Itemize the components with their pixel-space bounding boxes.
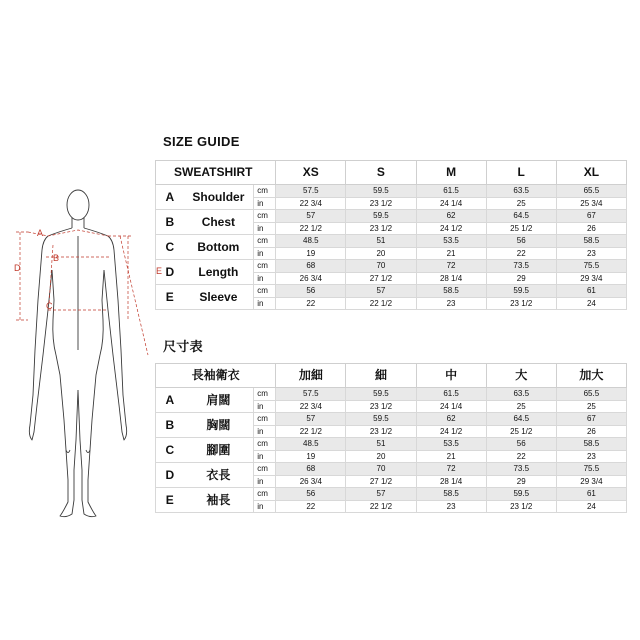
size-value: 68 (276, 260, 346, 273)
measure-letter: E (156, 285, 184, 310)
size-value: 25 1/2 (486, 222, 556, 235)
measure-letter: D (156, 260, 184, 285)
unit-label: in (254, 425, 276, 438)
size-value: 56 (486, 438, 556, 451)
table-row (156, 388, 627, 401)
table-row (156, 438, 627, 451)
size-header-m: 中 (416, 364, 486, 388)
size-value: 25 (556, 400, 626, 413)
size-value: 25 (486, 400, 556, 413)
size-value: 23 1/2 (346, 222, 416, 235)
size-value: 68 (276, 463, 346, 476)
size-value: 22 1/2 (276, 425, 346, 438)
measure-letter: D (156, 463, 184, 488)
size-value: 57.5 (276, 388, 346, 401)
size-value: 57 (276, 210, 346, 223)
size-value: 23 (416, 297, 486, 310)
size-value: 19 (276, 450, 346, 463)
size-value: 29 (486, 272, 556, 285)
size-value: 19 (276, 247, 346, 260)
size-value: 24 1/2 (416, 222, 486, 235)
size-value: 70 (346, 260, 416, 273)
measure-letter: A (156, 388, 184, 413)
unit-label: cm (254, 438, 276, 451)
size-header-xl: 加大 (556, 364, 626, 388)
size-value: 22 1/2 (346, 297, 416, 310)
size-value: 65.5 (556, 185, 626, 198)
size-value: 23 1/2 (486, 297, 556, 310)
figure-label-e: E (156, 266, 163, 276)
size-value: 57 (346, 488, 416, 501)
size-value: 59.5 (346, 185, 416, 198)
unit-label: in (254, 272, 276, 285)
size-value: 57 (346, 285, 416, 298)
unit-label: cm (254, 210, 276, 223)
measure-label: 胸闊 (184, 413, 254, 438)
measure-label: 袖長 (184, 488, 254, 513)
size-value: 26 3/4 (276, 272, 346, 285)
size-value: 59.5 (486, 285, 556, 298)
measure-label: Sleeve (184, 285, 254, 310)
size-value: 59.5 (346, 388, 416, 401)
size-value: 62 (416, 210, 486, 223)
size-value: 28 1/4 (416, 272, 486, 285)
garment-name: 長袖衛衣 (156, 364, 276, 388)
table-header-row (156, 161, 627, 185)
size-value: 61 (556, 285, 626, 298)
unit-label: cm (254, 388, 276, 401)
size-value: 48.5 (276, 438, 346, 451)
size-value: 48.5 (276, 235, 346, 248)
size-value: 65.5 (556, 388, 626, 401)
size-value: 23 (416, 500, 486, 513)
size-value: 61.5 (416, 388, 486, 401)
size-value: 51 (346, 235, 416, 248)
table-row (156, 235, 627, 248)
figure-label-b: B (53, 253, 60, 263)
size-value: 64.5 (486, 413, 556, 426)
size-guide-title-zh: 尺寸表 (163, 339, 203, 354)
measure-letter: A (156, 185, 184, 210)
measure-label: 腳圍 (184, 438, 254, 463)
size-value: 21 (416, 247, 486, 260)
table-row (156, 285, 627, 298)
size-value: 22 (276, 297, 346, 310)
measure-label: 肩闊 (184, 388, 254, 413)
table-row (156, 260, 627, 273)
unit-label: cm (254, 488, 276, 501)
figure-label-c: C (46, 301, 53, 311)
measure-label: Chest (184, 210, 254, 235)
size-value: 23 1/2 (346, 425, 416, 438)
size-value: 29 (486, 475, 556, 488)
size-value: 29 3/4 (556, 475, 626, 488)
size-value: 63.5 (486, 388, 556, 401)
size-value: 53.5 (416, 235, 486, 248)
size-value: 72 (416, 463, 486, 476)
size-value: 26 (556, 425, 626, 438)
size-value: 58.5 (556, 438, 626, 451)
size-table-chinese (155, 363, 627, 513)
measure-label: Length (184, 260, 254, 285)
table-row (156, 488, 627, 501)
size-value: 20 (346, 247, 416, 260)
size-value: 59.5 (346, 210, 416, 223)
unit-label: in (254, 450, 276, 463)
size-header-xl: XL (556, 161, 626, 185)
size-value: 23 1/2 (346, 400, 416, 413)
size-header-l: L (486, 161, 556, 185)
size-value: 22 1/2 (346, 500, 416, 513)
table-row (156, 463, 627, 476)
size-table-english (155, 160, 627, 310)
table-row (156, 413, 627, 426)
table-row (156, 210, 627, 223)
size-value: 59.5 (346, 413, 416, 426)
size-value: 22 1/2 (276, 222, 346, 235)
size-value: 57.5 (276, 185, 346, 198)
size-value: 73.5 (486, 260, 556, 273)
size-value: 23 (556, 450, 626, 463)
size-value: 70 (346, 463, 416, 476)
size-value: 61 (556, 488, 626, 501)
size-value: 67 (556, 210, 626, 223)
size-value: 24 (556, 297, 626, 310)
size-value: 22 3/4 (276, 197, 346, 210)
size-value: 67 (556, 413, 626, 426)
size-value: 64.5 (486, 210, 556, 223)
size-value: 61.5 (416, 185, 486, 198)
unit-label: cm (254, 235, 276, 248)
measure-letter: B (156, 210, 184, 235)
unit-label: cm (254, 463, 276, 476)
size-value: 23 (556, 247, 626, 260)
figure-label-d: D (14, 263, 21, 273)
size-value: 73.5 (486, 463, 556, 476)
size-value: 21 (416, 450, 486, 463)
body-figure (8, 150, 163, 550)
unit-label: cm (254, 413, 276, 426)
size-value: 25 (486, 197, 556, 210)
size-value: 26 (556, 222, 626, 235)
size-value: 23 1/2 (346, 197, 416, 210)
figure-label-a: A (37, 228, 44, 238)
size-value: 72 (416, 260, 486, 273)
unit-label: in (254, 400, 276, 413)
unit-label: in (254, 197, 276, 210)
size-header-s: 細 (346, 364, 416, 388)
size-value: 53.5 (416, 438, 486, 451)
unit-label: in (254, 500, 276, 513)
size-value: 58.5 (556, 235, 626, 248)
table-header-row (156, 364, 627, 388)
size-value: 51 (346, 438, 416, 451)
size-value: 57 (276, 413, 346, 426)
measure-letter: B (156, 413, 184, 438)
size-value: 58.5 (416, 285, 486, 298)
size-value: 26 3/4 (276, 475, 346, 488)
size-value: 29 3/4 (556, 272, 626, 285)
unit-label: cm (254, 285, 276, 298)
size-header-l: 大 (486, 364, 556, 388)
size-value: 23 1/2 (486, 500, 556, 513)
size-value: 27 1/2 (346, 272, 416, 285)
size-value: 25 1/2 (486, 425, 556, 438)
size-value: 22 (486, 247, 556, 260)
unit-label: in (254, 475, 276, 488)
unit-label: in (254, 247, 276, 260)
measure-label: Shoulder (184, 185, 254, 210)
size-header-xs: XS (276, 161, 346, 185)
size-header-m: M (416, 161, 486, 185)
size-value: 56 (486, 235, 556, 248)
unit-label: cm (254, 185, 276, 198)
size-value: 56 (276, 285, 346, 298)
measure-label: Bottom (184, 235, 254, 260)
size-value: 75.5 (556, 260, 626, 273)
size-value: 24 1/4 (416, 400, 486, 413)
measure-letter: E (156, 488, 184, 513)
measure-letter: C (156, 438, 184, 463)
size-value: 59.5 (486, 488, 556, 501)
size-value: 25 3/4 (556, 197, 626, 210)
size-value: 24 (556, 500, 626, 513)
size-value: 58.5 (416, 488, 486, 501)
size-header-xs: 加細 (276, 364, 346, 388)
size-guide-title: SIZE GUIDE (163, 134, 240, 149)
size-value: 22 (276, 500, 346, 513)
size-value: 22 3/4 (276, 400, 346, 413)
unit-label: in (254, 222, 276, 235)
table-row (156, 185, 627, 198)
size-value: 56 (276, 488, 346, 501)
measure-letter: C (156, 235, 184, 260)
size-value: 20 (346, 450, 416, 463)
size-value: 24 1/4 (416, 197, 486, 210)
size-value: 27 1/2 (346, 475, 416, 488)
size-header-s: S (346, 161, 416, 185)
body-outline-illustration (8, 150, 158, 550)
unit-label: cm (254, 260, 276, 273)
measure-label: 衣長 (184, 463, 254, 488)
size-value: 24 1/2 (416, 425, 486, 438)
size-value: 22 (486, 450, 556, 463)
size-value: 75.5 (556, 463, 626, 476)
size-value: 62 (416, 413, 486, 426)
unit-label: in (254, 297, 276, 310)
size-value: 28 1/4 (416, 475, 486, 488)
size-value: 63.5 (486, 185, 556, 198)
garment-name: SWEATSHIRT (156, 161, 276, 185)
